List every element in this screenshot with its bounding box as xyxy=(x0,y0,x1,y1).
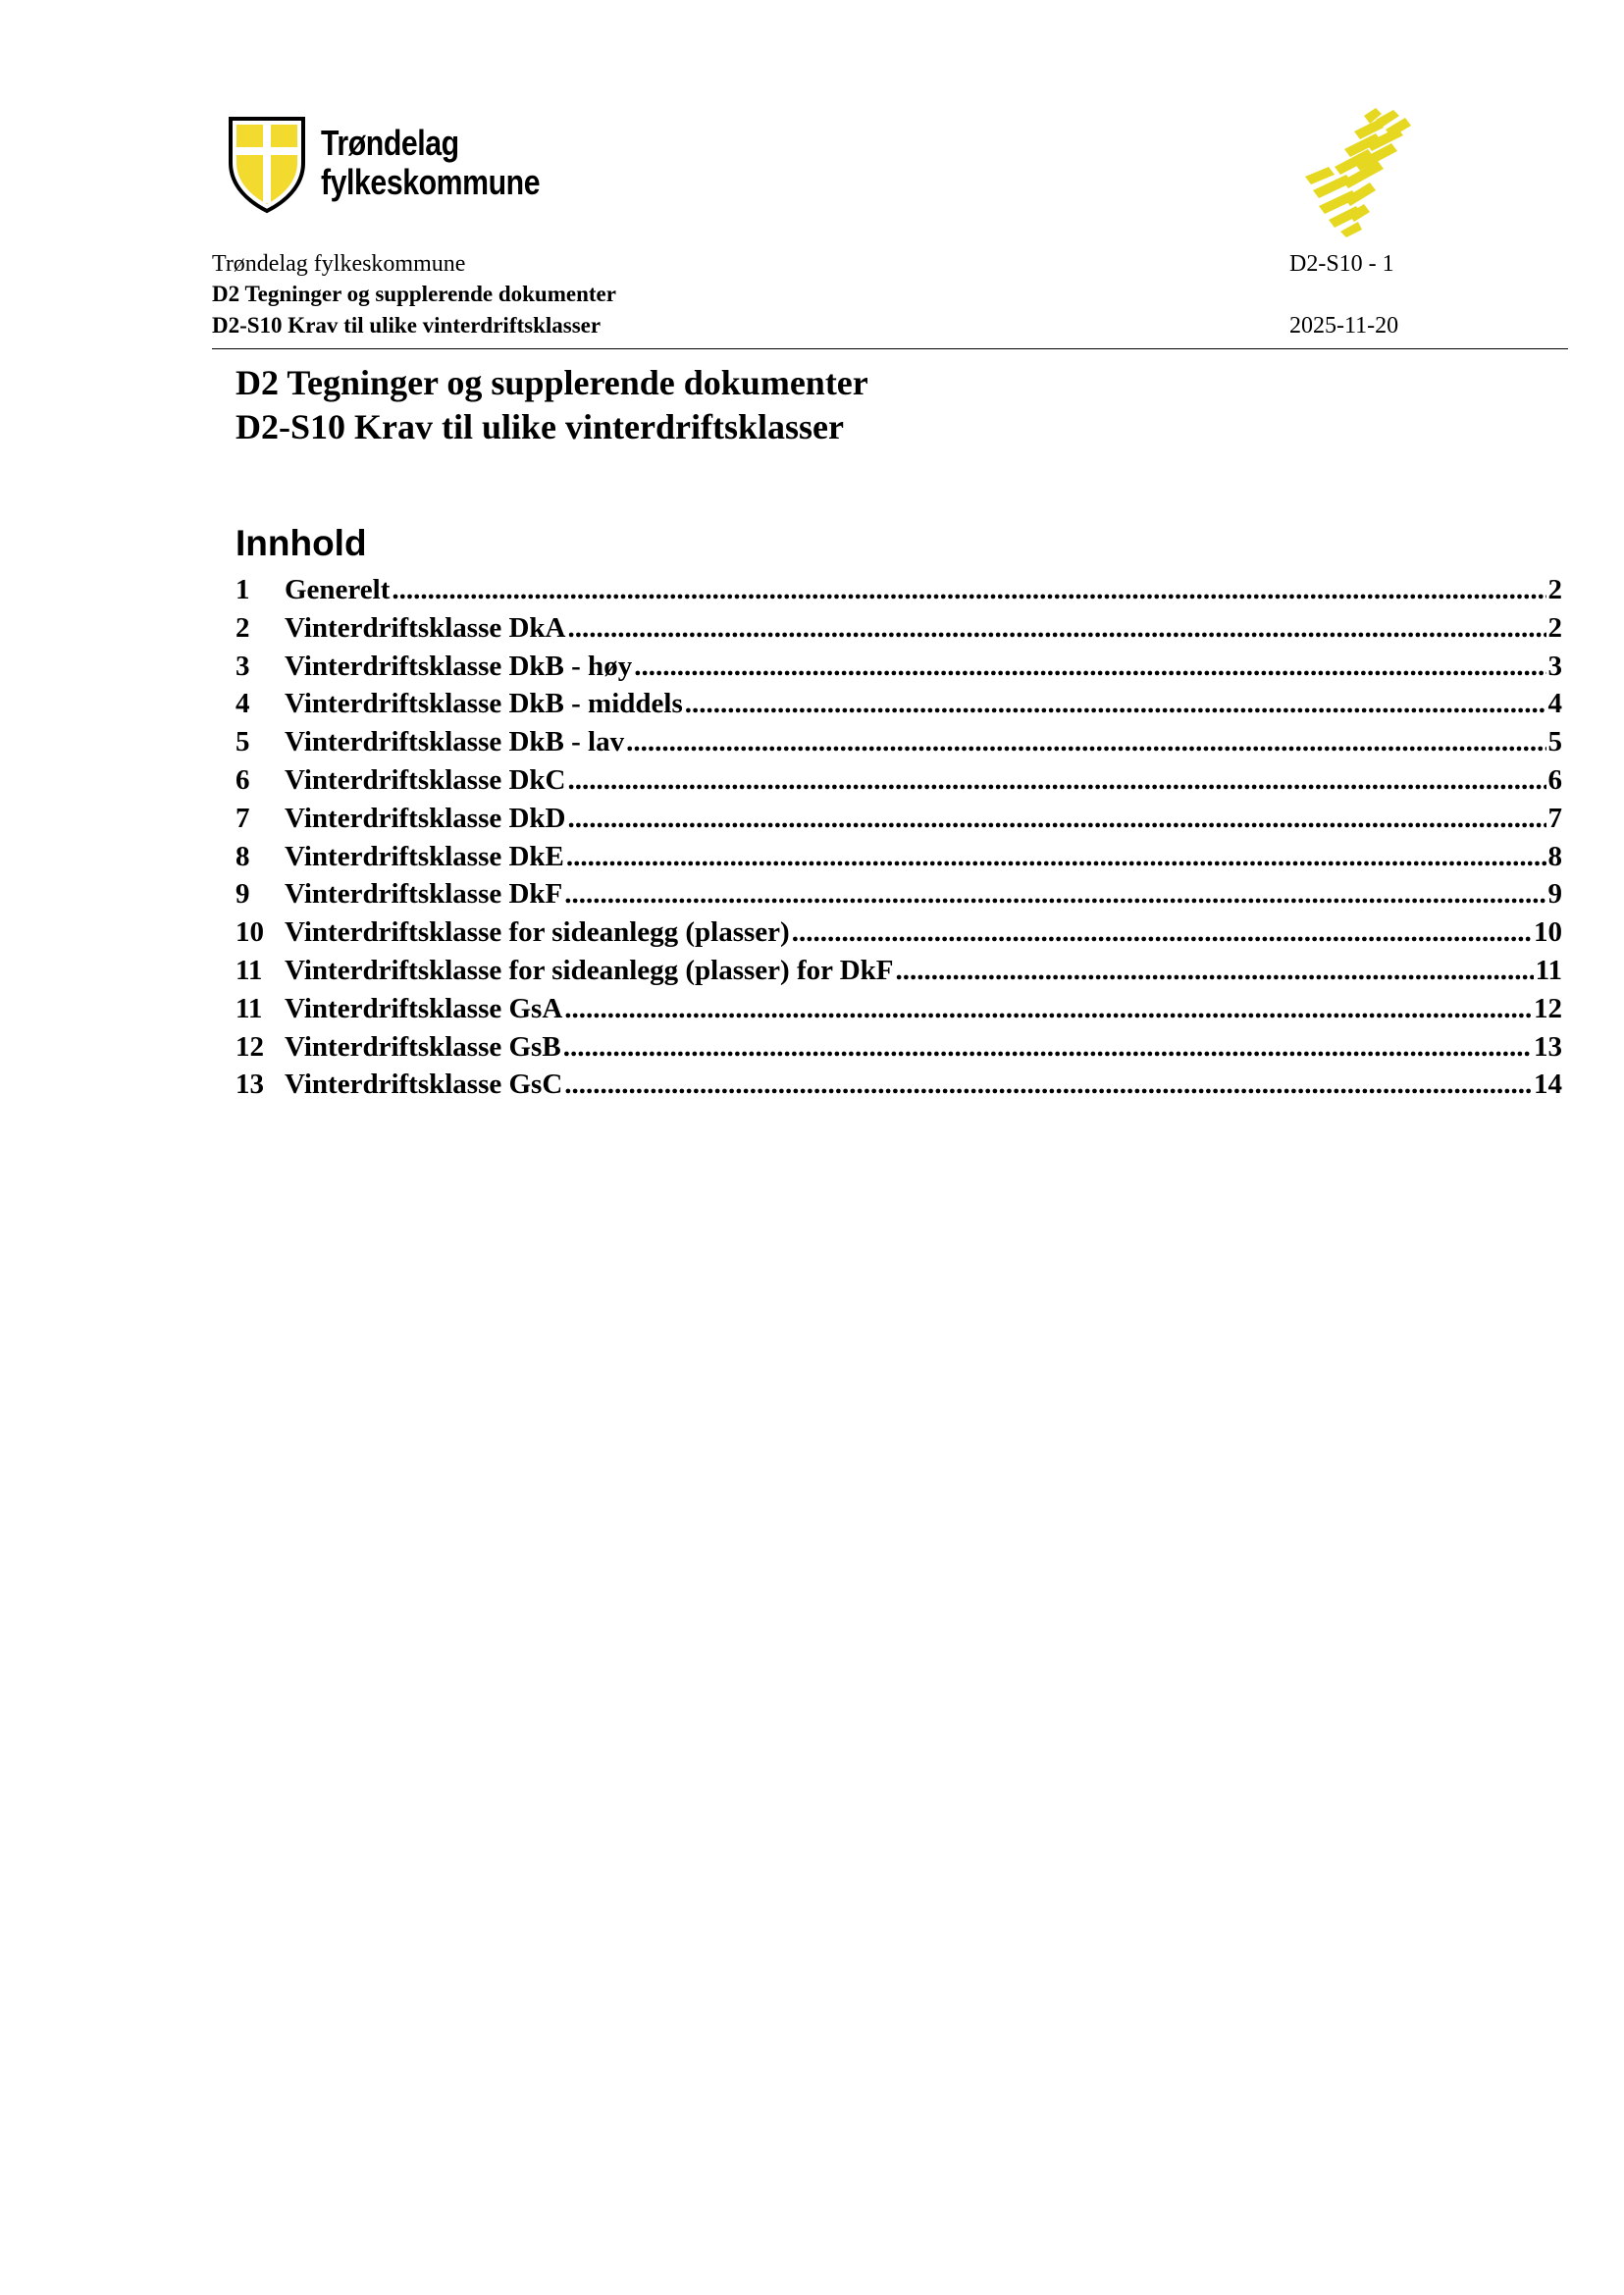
toc-entry-title[interactable]: Vinterdriftsklasse DkC xyxy=(285,763,566,796)
toc-entry-title[interactable]: Vinterdriftsklasse GsB xyxy=(285,1030,561,1063)
organization-logo xyxy=(228,116,551,214)
toc-entry-page[interactable]: 7 xyxy=(1547,802,1562,834)
toc-entry-number: 4 xyxy=(236,688,250,720)
toc-entry-title[interactable]: Generelt xyxy=(285,574,391,605)
toc-entry-title[interactable]: Vinterdriftsklasse GsA xyxy=(285,992,563,1024)
header-divider xyxy=(212,348,1568,349)
toc-entry-number: 9 xyxy=(236,878,250,911)
toc-dot-leader xyxy=(392,571,1545,608)
toc-entry-number: 7 xyxy=(236,802,250,834)
header-section: D2 Tegninger og supplerende dokumenter xyxy=(212,282,616,306)
toc-entry[interactable] xyxy=(236,800,1562,838)
toc-entry-title[interactable]: Vinterdriftsklasse DkD xyxy=(285,802,566,834)
toc-entry[interactable] xyxy=(236,952,1562,990)
toc-entry-number: 3 xyxy=(236,650,250,682)
toc-entry-number: 11 xyxy=(236,992,263,1024)
toc-entry-number: 10 xyxy=(236,916,264,949)
toc-dot-leader xyxy=(685,685,1546,722)
toc-entry-page[interactable]: 8 xyxy=(1547,840,1562,872)
logo-wordmark xyxy=(321,124,540,202)
toc-entry-page[interactable]: 2 xyxy=(1547,574,1562,605)
toc-entry[interactable] xyxy=(236,1028,1562,1067)
toc-entry[interactable] xyxy=(236,609,1562,648)
toc-entry-title[interactable]: Vinterdriftsklasse DkE xyxy=(285,840,564,872)
toc-dot-leader xyxy=(568,761,1546,799)
toc-dot-leader xyxy=(564,875,1545,913)
toc-entry-page[interactable]: 6 xyxy=(1547,763,1562,796)
toc-entry[interactable] xyxy=(236,875,1562,913)
toc-heading: Innhold xyxy=(236,523,367,563)
toc-entry-number: 13 xyxy=(236,1069,264,1101)
toc-entry-title[interactable]: Vinterdriftsklasse for sideanlegg (plasser) for DkF xyxy=(285,954,894,986)
toc-dot-leader xyxy=(626,723,1545,760)
toc-entry[interactable] xyxy=(236,723,1562,761)
toc-entry[interactable] xyxy=(236,648,1562,686)
toc-entry-page[interactable]: 14 xyxy=(1534,1069,1562,1101)
toc-entry-page[interactable]: 4 xyxy=(1547,688,1562,720)
logo-line-1: Trøndelag xyxy=(321,123,459,163)
toc-entry-title[interactable]: Vinterdriftsklasse DkA xyxy=(285,611,566,644)
header-page-reference: D2-S10 - 1 xyxy=(1289,251,1394,277)
toc-dot-leader xyxy=(563,1028,1532,1066)
toc-entry-number: 11 xyxy=(236,954,263,986)
toc-entry[interactable] xyxy=(236,990,1562,1028)
toc-entry-page[interactable]: 11 xyxy=(1535,954,1562,986)
region-map-mark-icon xyxy=(1295,106,1418,238)
toc-entry-number: 6 xyxy=(236,763,250,796)
toc-entry-page[interactable]: 9 xyxy=(1547,878,1562,911)
document-title-line-1: D2 Tegninger og supplerende dokumenter xyxy=(236,363,868,402)
shield-icon xyxy=(228,116,306,214)
toc-entry[interactable] xyxy=(236,685,1562,723)
toc-dot-leader xyxy=(634,648,1545,685)
logo-line-2: fylkeskommune xyxy=(321,162,541,202)
toc-entry-page[interactable]: 2 xyxy=(1547,611,1562,644)
toc-dot-leader xyxy=(564,990,1532,1027)
toc-dot-leader xyxy=(792,913,1532,951)
toc-entry-title[interactable]: Vinterdriftsklasse for sideanlegg (plasser) xyxy=(285,916,790,949)
toc-entry-number: 5 xyxy=(236,726,250,758)
toc-dot-leader xyxy=(896,952,1534,989)
document-title-line-2: D2-S10 Krav til ulike vinterdriftsklasser xyxy=(236,407,844,446)
toc-entry-page[interactable]: 13 xyxy=(1534,1030,1562,1063)
header-date: 2025-11-20 xyxy=(1289,313,1399,339)
toc-entry-title[interactable]: Vinterdriftsklasse DkB - høy xyxy=(285,650,633,682)
toc-entry-page[interactable]: 10 xyxy=(1534,916,1562,949)
toc-entry-page[interactable]: 12 xyxy=(1534,992,1562,1024)
toc-entry[interactable] xyxy=(236,1066,1562,1104)
toc-dot-leader xyxy=(564,1066,1532,1103)
toc-entry-number: 12 xyxy=(236,1030,264,1063)
toc-dot-leader xyxy=(566,838,1546,875)
toc-entry[interactable] xyxy=(236,913,1562,952)
toc-entry-title[interactable]: Vinterdriftsklasse DkB - lav xyxy=(285,726,625,758)
toc-entry-page[interactable]: 5 xyxy=(1547,726,1562,758)
toc-entry[interactable] xyxy=(236,571,1562,609)
toc-dot-leader xyxy=(568,609,1546,647)
header-organization: Trøndelag fylkeskommune xyxy=(212,251,466,277)
toc-entry-page[interactable]: 3 xyxy=(1547,650,1562,682)
header-document: D2-S10 Krav til ulike vinterdriftsklasser xyxy=(212,313,602,338)
toc-entry-number: 1 xyxy=(236,574,250,605)
toc-entry[interactable] xyxy=(236,838,1562,876)
toc-entry[interactable] xyxy=(236,761,1562,800)
toc-entry-title[interactable]: Vinterdriftsklasse GsC xyxy=(285,1069,563,1101)
toc-entry-title[interactable]: Vinterdriftsklasse DkF xyxy=(285,878,563,911)
toc-entry-number: 2 xyxy=(236,611,250,644)
toc-entry-title[interactable]: Vinterdriftsklasse DkB - middels xyxy=(285,688,683,720)
table-of-contents xyxy=(236,571,1562,1104)
toc-dot-leader xyxy=(568,800,1546,837)
toc-entry-number: 8 xyxy=(236,840,250,872)
